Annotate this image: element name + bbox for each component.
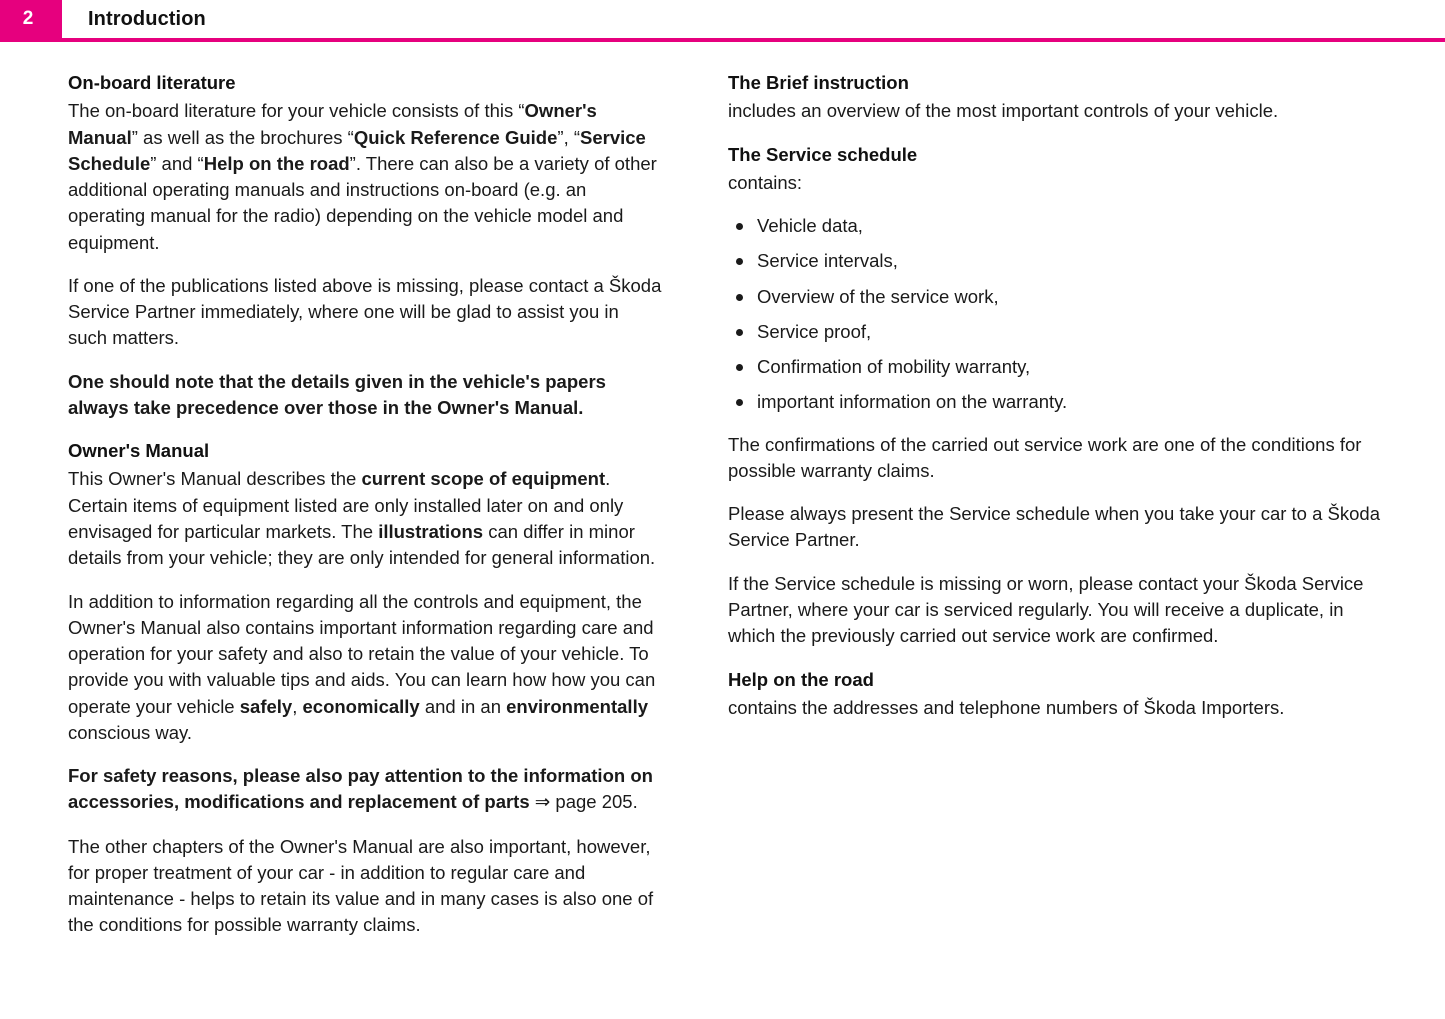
paragraph-other-chapters: The other chapters of the Owner's Manual are also important, however, for proper treatment of your car - in addition to regular care and maintenance - helps to retain its value and in many cases is also one of the conditions for possible warranty claims.	[68, 835, 654, 936]
list-item: important information on the warranty.	[728, 389, 1385, 415]
paragraph-scope-of-equipment	[68, 466, 662, 571]
emphasis-safely: safely	[239, 695, 293, 717]
paragraph-brief-instruction: includes an overview of the most important controls of your vehicle.	[728, 100, 1279, 122]
emphasis-economically: economically	[302, 695, 420, 717]
heading-onboard-literature: On-board literature	[68, 72, 236, 93]
paragraph-present-schedule: Please always present the Service schedule when you take your car to a Škoda Service Partner.	[728, 503, 1380, 551]
cross-reference-page: page 205.	[550, 791, 638, 813]
heading-brief-instruction: The Brief instruction	[728, 72, 909, 93]
list-item: Confirmation of mobility warranty,	[728, 354, 1385, 380]
paragraph-confirmations: The confirmations of the carried out service work are one of the conditions for possible warranty claims.	[728, 433, 1362, 481]
header-divider	[0, 38, 1445, 42]
chapter-title: Introduction	[88, 8, 206, 30]
list-item: Service proof,	[728, 319, 1385, 345]
text-fragment: conscious way.	[68, 721, 193, 743]
emphasis-illustrations: illustrations	[378, 520, 484, 542]
page-header	[0, 0, 1445, 42]
column-gutter	[662, 70, 728, 956]
emphasis-quick-reference-guide: Quick Reference Guide	[353, 126, 558, 148]
page-body	[0, 42, 1445, 956]
emphasis-safety-reasons: For safety reasons, please also pay attention to the information on accessories, modifications and replacement of parts	[68, 765, 653, 813]
heading-help-on-the-road: Help on the road	[728, 668, 874, 690]
text-fragment: ”, “	[557, 126, 581, 148]
service-schedule-list	[728, 213, 1385, 416]
right-column	[728, 70, 1445, 956]
text-fragment: ” and “	[150, 152, 204, 174]
paragraph-onboard-literature	[68, 98, 662, 256]
emphasis-service-schedule: Service Schedule	[68, 126, 646, 174]
list-item: Overview of the service work,	[728, 284, 1385, 310]
paragraph-schedule-missing: If the Service schedule is missing or worn, please contact your Škoda Service Partner, where your car is serviced regularly. You will receive a duplicate, in which the previously carried out service work are confirmed.	[728, 572, 1364, 647]
text-fragment: In addition to information regarding all the controls and equipment, the Owner's Manual also contains important information regarding care and operation for your safety and also to retain the value of your vehicle. To provide you with valuable tips and aids. You can learn how how you can operate your vehicle	[68, 590, 656, 717]
paragraph-help-on-the-road: contains the addresses and telephone numbers of Škoda Importers.	[728, 696, 1285, 718]
cross-reference-arrow-icon: ⇒	[534, 792, 551, 814]
text-fragment: The on-board literature for your vehicle consists of this “	[68, 100, 525, 122]
emphasis-owners-manual: Owner's Manual	[68, 100, 597, 148]
text-fragment: can differ in minor details from your vehicle; they are only intended for general information.	[68, 520, 656, 569]
paragraph-contains: contains:	[728, 171, 803, 193]
text-fragment: and in an	[419, 695, 507, 717]
paragraph-safety-reference	[68, 763, 662, 817]
list-item: Service intervals,	[728, 248, 1385, 274]
heading-service-schedule: The Service schedule	[728, 143, 918, 165]
left-column	[0, 70, 662, 956]
page-number-badge: 2	[0, 0, 62, 38]
text-fragment: ”. There can also be a variety of other additional operating manuals and instructions on-board (e.g. an operating manual for the radio) depending on the vehicle model and equipment.	[68, 152, 657, 253]
text-fragment: ” as well as the brochures “	[131, 126, 354, 148]
text-fragment: This Owner's Manual describes the	[68, 468, 362, 490]
heading-owners-manual: Owner's Manual	[68, 440, 210, 462]
paragraph-missing-publications: If one of the publications listed above is missing, please contact a Škoda Service Partner immediately, where one will be glad to assist you in such matters.	[68, 274, 662, 349]
emphasis-current-scope: current scope of equipment	[361, 468, 606, 490]
emphasis-environmentally: environmentally	[506, 695, 649, 717]
text-fragment: . Certain items of equipment listed are only installed later on and only envisaged for particular markets. The	[68, 468, 624, 542]
text-fragment: ,	[292, 695, 303, 717]
emphasis-help-on-the-road: Help on the road	[203, 152, 350, 174]
paragraph-vehicle-papers-note: One should note that the details given in the vehicle's papers always take precedence over those in the Owner's Manual.	[68, 370, 606, 418]
list-item: Vehicle data,	[728, 213, 1385, 239]
paragraph-controls-and-equipment	[68, 589, 662, 747]
